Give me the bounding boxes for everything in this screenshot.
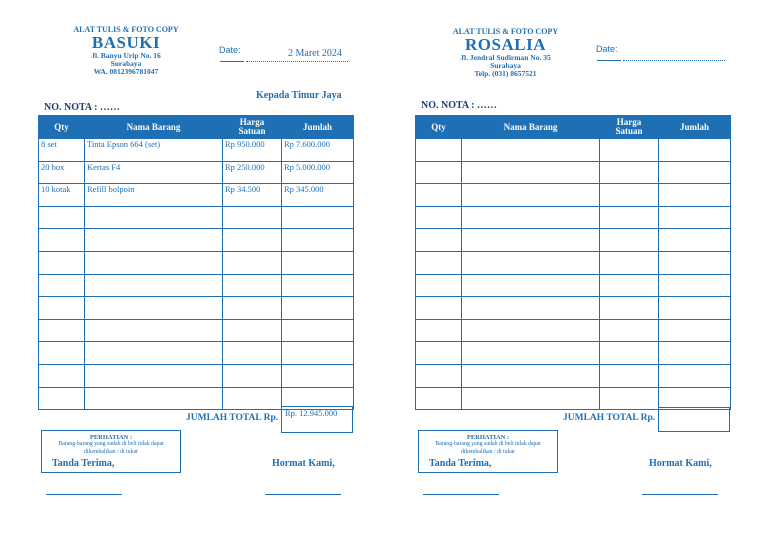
store-name: ROSALIA <box>465 35 546 55</box>
table-row <box>416 251 731 274</box>
cell-jumlah[interactable] <box>659 342 731 365</box>
cell-harga-satuan[interactable] <box>600 229 659 252</box>
table-row <box>39 139 354 162</box>
cell-harga-satuan[interactable] <box>600 364 659 387</box>
perhatian-title: PERHATIAN : <box>466 434 510 441</box>
cell-harga-satuan[interactable] <box>600 342 659 365</box>
cell-nama-barang[interactable] <box>462 319 600 342</box>
total-value[interactable]: Rp. 12.945.000 <box>281 406 353 433</box>
items-table <box>38 115 354 410</box>
cell-jumlah[interactable] <box>282 319 354 342</box>
table-row <box>416 342 731 365</box>
cell-nama-barang[interactable] <box>85 364 223 387</box>
cell-harga-satuan[interactable] <box>600 387 659 410</box>
cell-harga-satuan[interactable] <box>600 139 659 162</box>
cell-harga-satuan[interactable] <box>223 387 282 410</box>
col-harga-satuan <box>600 116 659 139</box>
table-row <box>39 161 354 184</box>
cell-nama-barang[interactable] <box>462 184 600 207</box>
col-harga-line1: Harga <box>239 117 265 127</box>
cell-harga-satuan[interactable] <box>600 251 659 274</box>
table-row <box>39 251 354 274</box>
table-header <box>39 116 354 139</box>
table-row <box>39 319 354 342</box>
cell-qty[interactable] <box>416 342 462 365</box>
cell-harga-satuan[interactable] <box>600 206 659 229</box>
col-jumlah: Jumlah <box>659 116 731 139</box>
cell-nama-barang[interactable] <box>462 364 600 387</box>
signature-line-left[interactable] <box>46 494 122 495</box>
col-harga-line1: Harga <box>616 117 642 127</box>
cell-qty[interactable] <box>416 206 462 229</box>
cell-harga-satuan[interactable] <box>223 274 282 297</box>
cell-harga-satuan[interactable] <box>223 251 282 274</box>
recipient[interactable]: Kepada Timur Jaya <box>256 90 342 101</box>
table-row <box>39 229 354 252</box>
perhatian-text: Barang-barang yang sudah di beli tidak dapat dikembalikan / di tukar <box>58 441 164 455</box>
cell-nama-barang[interactable] <box>462 251 600 274</box>
col-harga-line2: Satuan <box>238 126 266 136</box>
tanda-terima: Tanda Terima, <box>52 458 115 469</box>
store-city: Surabaya <box>110 59 142 69</box>
cell-qty[interactable] <box>416 229 462 252</box>
cell-harga-satuan[interactable] <box>223 297 282 320</box>
table-row <box>416 139 731 162</box>
signature-line-right[interactable] <box>642 494 718 495</box>
cell-jumlah[interactable] <box>659 229 731 252</box>
cell-nama-barang[interactable] <box>85 342 223 365</box>
cell-qty[interactable] <box>39 319 85 342</box>
cell-qty[interactable] <box>416 387 462 410</box>
cell-qty[interactable] <box>39 364 85 387</box>
table-row <box>39 364 354 387</box>
cell-nama-barang[interactable] <box>462 274 600 297</box>
cell-jumlah[interactable] <box>282 274 354 297</box>
cell-jumlah[interactable] <box>282 342 354 365</box>
col-nama-barang: Nama Barang <box>85 116 223 139</box>
nota-number[interactable]: NO. NOTA : …… <box>44 102 120 113</box>
cell-jumlah[interactable]: Rp 345.000 <box>282 184 354 207</box>
total-label: JUMLAH TOTAL Rp. <box>186 413 279 423</box>
store-city: Surabaya <box>490 61 521 71</box>
cell-nama-barang[interactable] <box>85 206 223 229</box>
nota-number[interactable]: NO. NOTA : …… <box>421 100 497 111</box>
cell-qty[interactable] <box>39 297 85 320</box>
cell-harga-satuan[interactable] <box>223 229 282 252</box>
cell-qty[interactable]: 20 box <box>39 161 85 184</box>
cell-nama-barang[interactable]: Refill bolpoin <box>85 184 223 207</box>
cell-nama-barang[interactable] <box>462 342 600 365</box>
col-qty: Qty <box>39 116 85 139</box>
cell-harga-satuan[interactable] <box>223 364 282 387</box>
table-row <box>416 161 731 184</box>
table-row <box>416 319 731 342</box>
cell-qty[interactable]: 8 set <box>39 139 85 162</box>
store-address: Jl. Banyu Urip No. 16 <box>91 51 161 61</box>
cell-nama-barang[interactable] <box>85 274 223 297</box>
nota-rosalia <box>413 0 743 543</box>
cell-qty[interactable] <box>39 342 85 365</box>
cell-harga-satuan[interactable]: Rp 950.000 <box>223 139 282 162</box>
cell-qty[interactable] <box>416 184 462 207</box>
nota-basuki <box>36 0 366 543</box>
cell-jumlah[interactable] <box>282 251 354 274</box>
cell-nama-barang[interactable] <box>85 319 223 342</box>
store-name: BASUKI <box>91 33 161 53</box>
cell-harga-satuan[interactable] <box>223 206 282 229</box>
cell-qty[interactable] <box>416 139 462 162</box>
cell-qty[interactable] <box>416 251 462 274</box>
cell-jumlah[interactable] <box>659 184 731 207</box>
table-row <box>39 342 354 365</box>
col-qty: Qty <box>416 116 462 139</box>
col-jumlah: Jumlah <box>282 116 354 139</box>
hormat-kami: Hormat Kami, <box>649 458 712 469</box>
cell-jumlah[interactable] <box>282 297 354 320</box>
store-phone: WA. 0812396781047 <box>93 66 159 76</box>
table-row <box>416 206 731 229</box>
cell-qty[interactable] <box>39 251 85 274</box>
total-value[interactable] <box>658 407 730 432</box>
cell-jumlah[interactable]: Rp 5.000.000 <box>282 161 354 184</box>
signature-line-left[interactable] <box>423 494 499 495</box>
date-value[interactable]: 2 Maret 2024 <box>288 48 342 59</box>
table-row <box>39 206 354 229</box>
cell-nama-barang[interactable] <box>462 229 600 252</box>
cell-nama-barang[interactable]: Tinta Epson 664 (set) <box>85 139 223 162</box>
store-header <box>61 26 191 76</box>
date-underline[interactable] <box>623 60 725 61</box>
items-table <box>415 115 731 410</box>
table-row <box>416 364 731 387</box>
cell-nama-barang[interactable] <box>85 251 223 274</box>
date-label: Date: <box>596 44 618 54</box>
tanda-terima: Tanda Terima, <box>429 458 492 469</box>
cell-jumlah[interactable]: Rp 7.600.000 <box>282 139 354 162</box>
cell-qty[interactable] <box>39 206 85 229</box>
table-row <box>39 297 354 320</box>
cell-qty[interactable] <box>39 387 85 410</box>
cell-qty[interactable] <box>416 297 462 320</box>
cell-harga-satuan[interactable] <box>600 319 659 342</box>
col-nama-barang: Nama Barang <box>462 116 600 139</box>
cell-harga-satuan[interactable] <box>600 184 659 207</box>
cell-harga-satuan[interactable] <box>600 274 659 297</box>
cell-qty[interactable] <box>416 364 462 387</box>
cell-jumlah[interactable] <box>659 297 731 320</box>
cell-qty[interactable] <box>39 274 85 297</box>
cell-harga-satuan[interactable] <box>600 297 659 320</box>
table-row <box>416 274 731 297</box>
col-harga-satuan <box>223 116 282 139</box>
store-address: Jl. Jendral Sudirman No. 35 <box>460 53 551 63</box>
total-label: JUMLAH TOTAL Rp. <box>563 413 656 423</box>
cell-jumlah[interactable] <box>282 206 354 229</box>
cell-jumlah[interactable] <box>659 251 731 274</box>
cell-jumlah[interactable] <box>282 229 354 252</box>
table-row <box>416 184 731 207</box>
cell-jumlah[interactable] <box>659 319 731 342</box>
cell-qty[interactable] <box>39 229 85 252</box>
date-underline-left <box>597 60 621 61</box>
table-header <box>416 116 731 139</box>
cell-jumlah[interactable] <box>659 161 731 184</box>
cell-nama-barang[interactable] <box>85 229 223 252</box>
cell-jumlah[interactable] <box>282 364 354 387</box>
date-underline <box>246 61 348 62</box>
cell-harga-satuan[interactable] <box>600 161 659 184</box>
cell-nama-barang[interactable] <box>462 387 600 410</box>
store-phone: Telp. (031) 8657521 <box>474 68 537 78</box>
table-row <box>416 229 731 252</box>
table-row <box>416 297 731 320</box>
cell-jumlah[interactable] <box>659 274 731 297</box>
table-row <box>39 184 354 207</box>
cell-jumlah[interactable] <box>659 139 731 162</box>
cell-harga-satuan[interactable] <box>223 319 282 342</box>
col-harga-line2: Satuan <box>615 126 643 136</box>
cell-nama-barang[interactable] <box>462 297 600 320</box>
perhatian-title: PERHATIAN : <box>89 434 133 441</box>
store-subtitle: ALAT TULIS & FOTO COPY <box>73 25 179 34</box>
cell-harga-satuan[interactable] <box>223 342 282 365</box>
cell-nama-barang[interactable] <box>462 161 600 184</box>
table-row <box>39 274 354 297</box>
date-underline-left <box>220 61 244 62</box>
cell-nama-barang[interactable] <box>462 139 600 162</box>
store-header <box>438 28 573 78</box>
cell-nama-barang[interactable] <box>85 387 223 410</box>
cell-qty[interactable] <box>416 274 462 297</box>
cell-jumlah[interactable] <box>659 364 731 387</box>
perhatian-text: Barang-barang yang sudah di beli tidak dapat dikembalikan / di tukar <box>435 441 541 455</box>
cell-qty[interactable]: 10 kotak <box>39 184 85 207</box>
hormat-kami: Hormat Kami, <box>272 458 335 469</box>
cell-qty[interactable] <box>416 161 462 184</box>
signature-line-right[interactable] <box>265 494 341 495</box>
cell-nama-barang[interactable] <box>462 206 600 229</box>
store-subtitle: ALAT TULIS & FOTO COPY <box>452 27 559 36</box>
cell-qty[interactable] <box>416 319 462 342</box>
cell-harga-satuan[interactable]: Rp 250.000 <box>223 161 282 184</box>
cell-jumlah[interactable] <box>659 206 731 229</box>
date-label: Date: <box>219 45 241 55</box>
cell-harga-satuan[interactable]: Rp 34.500 <box>223 184 282 207</box>
cell-nama-barang[interactable]: Kertas F4 <box>85 161 223 184</box>
cell-nama-barang[interactable] <box>85 297 223 320</box>
